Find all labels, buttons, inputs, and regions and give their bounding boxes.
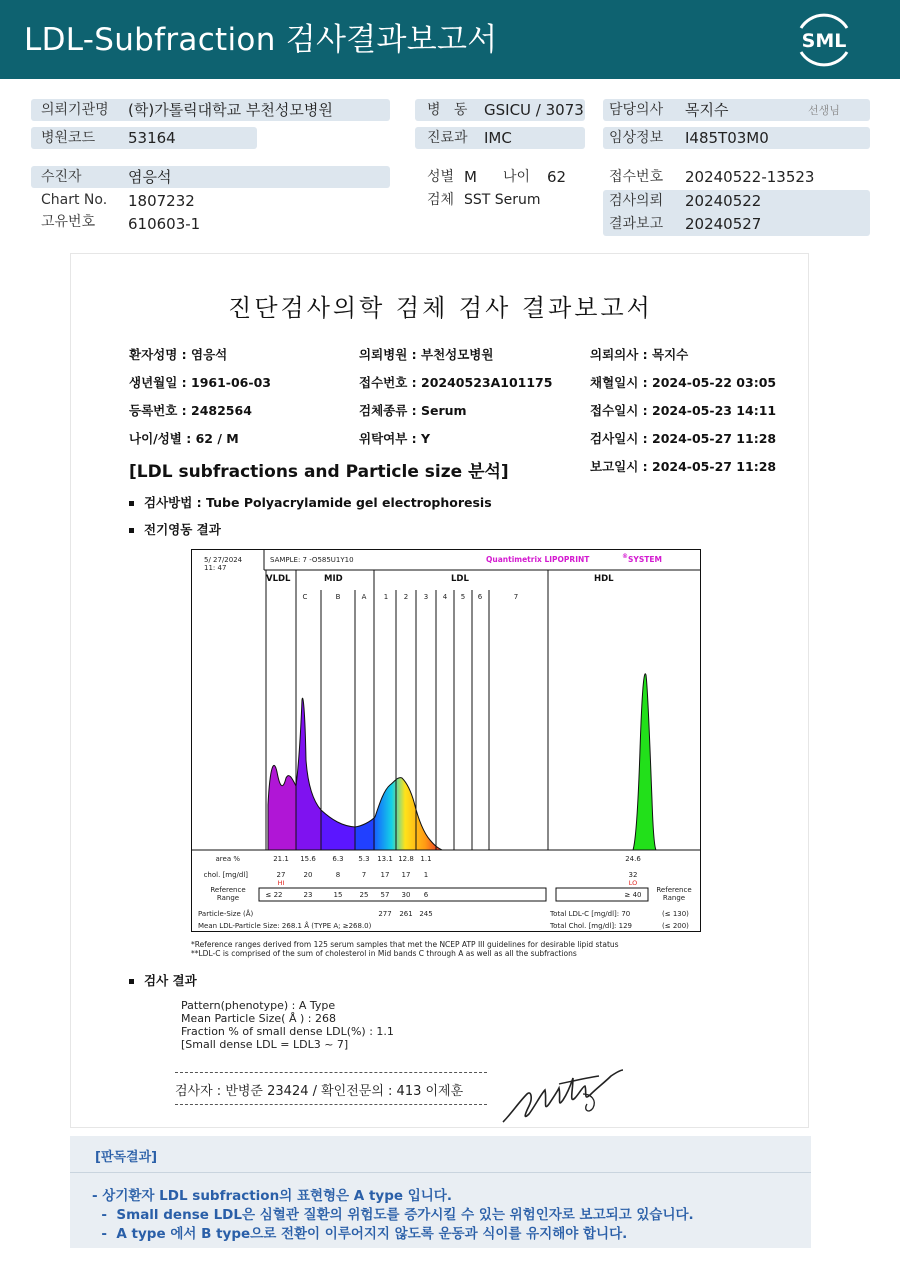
chol-hdl-flag: LO bbox=[628, 879, 638, 887]
interpretation-box bbox=[70, 1136, 811, 1248]
receipt-value: 20240522-13523 bbox=[685, 168, 815, 186]
area-c: 15.6 bbox=[300, 855, 316, 863]
result-mean-size: Mean Particle Size( Å ) : 268 bbox=[181, 1012, 336, 1025]
chart-no-label: Chart No. bbox=[41, 192, 108, 208]
requested-value: 20240522 bbox=[685, 192, 762, 210]
method-text: 검사방법 : Tube Polyacrylamide gel electrophoresis bbox=[144, 495, 492, 510]
ward-value: GSICU / 3073 bbox=[484, 101, 584, 119]
footnote-2: **LDL-C is comprised of the sum of cholesterol in Mid bands C through A as well as all the subfractions bbox=[191, 949, 577, 958]
area-row-label: area % bbox=[215, 855, 240, 863]
band-1: 1 bbox=[383, 593, 389, 601]
dob-field: 생년월일 : 1961-06-03 bbox=[129, 375, 271, 390]
dept-label: 진료과 bbox=[427, 130, 468, 146]
clinical-value: I485T03M0 bbox=[685, 129, 769, 147]
electrophoresis-chart bbox=[191, 549, 701, 932]
interpretation-divider bbox=[70, 1172, 811, 1173]
zone-vldl: VLDL bbox=[266, 574, 291, 584]
ref-1: 57 bbox=[380, 891, 390, 899]
result-heading: 검사 결과 bbox=[144, 973, 197, 988]
report-title: 진단검사의학 검체 검사 결과보고서 bbox=[228, 294, 653, 322]
band-b: B bbox=[335, 593, 341, 601]
chart-sample: SAMPLE: 7 -O585U1Y10 bbox=[270, 556, 354, 564]
ref-row-label-1: Reference bbox=[210, 886, 246, 894]
reported-value: 20240527 bbox=[685, 215, 762, 233]
ref-vldl: ≤ 22 bbox=[265, 891, 283, 899]
band-4: 4 bbox=[442, 593, 448, 601]
patient-value: 염응석 bbox=[128, 168, 172, 186]
doctor-field: 의뢰의사 : 목지수 bbox=[590, 347, 689, 362]
reported-field: 보고일시 : 2024-05-27 11:28 bbox=[590, 459, 777, 474]
footnote-1: *Reference ranges derived from 125 serum samples that met the NCEP ATP III guidelines for desirable lipid status bbox=[191, 940, 619, 949]
particle-size-3: 245 bbox=[419, 910, 433, 918]
chart-brand-reg: ® bbox=[622, 553, 628, 560]
dept-value: IMC bbox=[484, 129, 512, 147]
specimen-label: 검체 bbox=[427, 192, 455, 208]
result-bullet bbox=[129, 971, 197, 989]
interpretation-line-1: - 상기환자 LDL subfraction의 표현형은 A type 입니다. bbox=[92, 1188, 452, 1204]
total-ldl: Total LDL-C [mg/dl]: 70 bbox=[550, 910, 631, 918]
ref-hdl: ≥ 40 bbox=[624, 891, 642, 899]
method-bullet bbox=[129, 493, 492, 511]
zone-ldl: LDL bbox=[451, 574, 469, 584]
signature-divider-bottom bbox=[175, 1104, 487, 1105]
collected-field: 채혈일시 : 2024-05-22 03:05 bbox=[590, 375, 777, 390]
receipt-label: 접수번호 bbox=[609, 169, 664, 185]
result-small-dense: [Small dense LDL = LDL3 ~ 7] bbox=[181, 1038, 349, 1051]
chol-c: 20 bbox=[303, 871, 313, 879]
age-label: 나이 bbox=[503, 169, 531, 185]
chol-b: 8 bbox=[335, 871, 341, 879]
chol-1: 17 bbox=[380, 871, 390, 879]
area-hdl: 24.6 bbox=[625, 855, 641, 863]
institution-value: (학)가톨릭대학교 부천성모병원 bbox=[128, 101, 333, 119]
doctor-value: 목지수 bbox=[685, 101, 729, 119]
chol-row-label: chol. [mg/dl] bbox=[203, 871, 248, 879]
ref-hdl-label-1: Reference bbox=[656, 886, 692, 894]
chart-brand-suffix: SYSTEM bbox=[628, 555, 662, 564]
electro-text: 전기영동 결과 bbox=[144, 522, 221, 537]
logo-text: SML bbox=[801, 30, 847, 52]
unique-no-value: 610603-1 bbox=[128, 215, 201, 233]
total-chol-ref: (≤ 200) bbox=[662, 922, 689, 930]
area-2: 12.8 bbox=[398, 855, 414, 863]
age-value: 62 bbox=[547, 168, 567, 186]
requested-label: 검사의뢰 bbox=[609, 193, 664, 209]
hospital-code-label: 병원코드 bbox=[41, 130, 96, 146]
header-bar bbox=[0, 0, 900, 79]
interpretation-heading: [판독결과] bbox=[95, 1150, 158, 1165]
section-heading: [LDL subfractions and Particle size 분석] bbox=[129, 462, 509, 482]
interpretation-line-2: - Small dense LDL은 심혈관 질환의 위험도를 증가시킬 수 있는 위험인자로 보고되고 있습니다. bbox=[92, 1207, 694, 1223]
ward-label: 병 동 bbox=[427, 102, 468, 118]
tested-field: 검사일시 : 2024-05-27 11:28 bbox=[590, 431, 777, 446]
receipt-field: 접수번호 : 20240523A101175 bbox=[359, 375, 553, 390]
chol-vldl-flag: HI bbox=[277, 879, 285, 887]
band-3: 3 bbox=[423, 593, 429, 601]
ref-hdl-label-2: Range bbox=[662, 894, 686, 902]
sex-value: M bbox=[464, 168, 477, 186]
band-5: 5 bbox=[460, 593, 466, 601]
electrophoresis-svg bbox=[192, 550, 700, 931]
chol-a: 7 bbox=[361, 871, 367, 879]
band-a: A bbox=[361, 593, 367, 601]
chart-no-value: 1807232 bbox=[128, 192, 195, 210]
doctor-label: 담당의사 bbox=[609, 102, 664, 118]
band-7: 7 bbox=[513, 593, 519, 601]
received-field: 접수일시 : 2024-05-23 14:11 bbox=[590, 403, 777, 418]
signer-line: 검사자 : 반병준 23424 / 확인전문의 : 413 이제훈 bbox=[175, 1084, 464, 1099]
reported-label: 결과보고 bbox=[609, 216, 664, 232]
area-1: 13.1 bbox=[377, 855, 393, 863]
mid-c-peak bbox=[296, 698, 321, 850]
mean-ldl-size: Mean LDL-Particle Size: 268.1 Å (TYPE A; ≥268.0) bbox=[198, 922, 372, 930]
specimen-field: 검체종류 : Serum bbox=[359, 403, 467, 418]
ref-b: 15 bbox=[333, 891, 343, 899]
unique-no-label: 고유번호 bbox=[41, 214, 96, 230]
doctor-suffix: 선생님 bbox=[808, 104, 840, 117]
chol-2: 17 bbox=[401, 871, 411, 879]
mid-a-peak bbox=[355, 817, 375, 850]
handwritten-signature bbox=[499, 1064, 629, 1129]
chol-hdl: 32 bbox=[628, 871, 638, 879]
zone-mid: MID bbox=[324, 574, 343, 584]
zone-hdl: HDL bbox=[594, 574, 614, 584]
band-6: 6 bbox=[477, 593, 483, 601]
ref-row-label-2: Range bbox=[216, 894, 240, 902]
ref-2: 30 bbox=[401, 891, 411, 899]
patient-label: 수진자 bbox=[41, 169, 82, 185]
sml-logo bbox=[793, 12, 855, 68]
outsourced-field: 위탁여부 : Y bbox=[359, 431, 431, 446]
signature-divider-top bbox=[175, 1072, 487, 1073]
particle-size-1: 277 bbox=[378, 910, 392, 918]
total-ldl-ref: (≤ 130) bbox=[662, 910, 689, 918]
hospital-code-value: 53164 bbox=[128, 129, 176, 147]
electro-bullet bbox=[129, 520, 221, 538]
age-sex-field: 나이/성별 : 62 / M bbox=[129, 431, 239, 446]
area-b: 6.3 bbox=[332, 855, 344, 863]
report-document bbox=[70, 253, 809, 1128]
ref-a: 25 bbox=[359, 891, 369, 899]
page-title: LDL-Subfraction 검사결과보고서 bbox=[24, 22, 498, 58]
result-pattern: Pattern(phenotype) : A Type bbox=[181, 999, 336, 1012]
sex-label: 성별 bbox=[427, 169, 455, 185]
particle-size-2: 261 bbox=[399, 910, 413, 918]
area-a: 5.3 bbox=[358, 855, 370, 863]
clinical-label: 임상정보 bbox=[609, 130, 664, 146]
chart-date: 5/ 27/2024 bbox=[204, 556, 243, 564]
area-3: 1.1 bbox=[420, 855, 432, 863]
registration-field: 등록번호 : 2482564 bbox=[129, 403, 252, 418]
result-fraction: Fraction % of small dense LDL(%) : 1.1 bbox=[181, 1025, 394, 1038]
chol-vldl: 27 bbox=[276, 871, 286, 879]
band-2: 2 bbox=[403, 593, 409, 601]
ref-3: 6 bbox=[423, 891, 429, 899]
institution-label: 의뢰기관명 bbox=[41, 102, 109, 118]
chart-time: 11: 47 bbox=[204, 564, 227, 572]
chart-brand: Quantimetrix LIPOPRINT bbox=[486, 555, 590, 564]
interpretation-line-3: - A type 에서 B type으로 전환이 이루어지지 않도록 운동과 식이를 유지해야 합니다. bbox=[92, 1226, 628, 1242]
ref-c: 23 bbox=[303, 891, 313, 899]
patient-pill bbox=[31, 166, 390, 188]
area-vldl: 21.1 bbox=[273, 855, 289, 863]
patient-name-field: 환자성명 : 염응석 bbox=[129, 347, 228, 362]
total-chol: Total Chol. [mg/dl]: 129 bbox=[550, 922, 632, 930]
mid-b-peak bbox=[321, 810, 355, 850]
chol-3: 1 bbox=[423, 871, 429, 879]
band-c: C bbox=[302, 593, 308, 601]
particle-size-label: Particle-Size (Å) bbox=[198, 910, 254, 918]
specimen-value: SST Serum bbox=[464, 192, 541, 208]
hospital-field: 의뢰병원 : 부천성모병원 bbox=[359, 347, 494, 362]
